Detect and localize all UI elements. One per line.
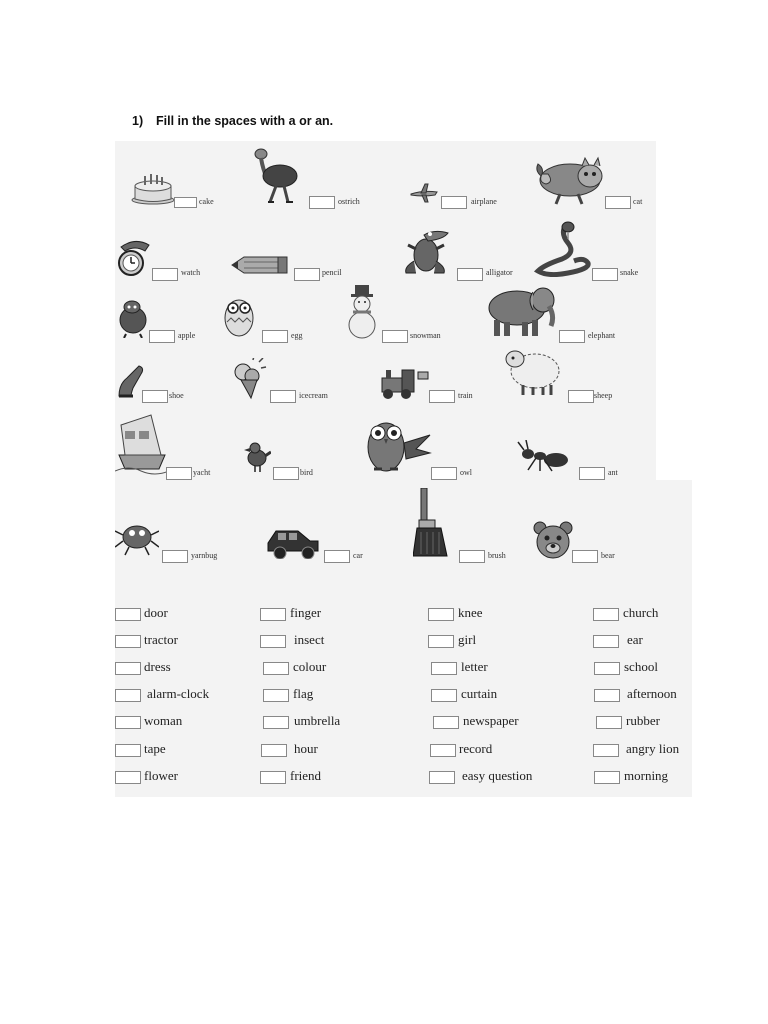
word-label: umbrella [294,713,341,728]
item-label: watch [181,268,201,277]
answer-blank[interactable] [115,662,141,675]
answer-blank[interactable] [559,330,585,343]
answer-blank[interactable] [596,716,622,729]
answer-blank[interactable] [261,744,287,757]
word-label: tractor [144,632,178,647]
sheep-icon [503,345,563,397]
answer-blank[interactable] [593,608,619,621]
item-label: cat [633,197,643,206]
answer-blank[interactable] [115,635,141,648]
word-label: church [623,605,659,620]
airplane-icon [409,182,439,204]
answer-blank[interactable] [152,268,178,281]
answer-blank[interactable] [309,196,335,209]
item-label: yarnbug [191,551,218,560]
word-label: woman [144,713,183,728]
answer-blank[interactable] [260,635,286,648]
answer-blank[interactable] [605,196,631,209]
word-label: angry lion [626,741,680,756]
bear-icon [532,520,574,560]
answer-blank[interactable] [459,550,485,563]
answer-blank[interactable] [592,268,618,281]
answer-blank[interactable] [428,635,454,648]
answer-blank[interactable] [429,390,455,403]
word-label: ear [627,632,643,647]
exercise-number: 1) [132,114,144,128]
word-label: friend [290,768,322,783]
shoe-icon [115,362,145,400]
word-label: girl [458,632,477,647]
item-label: bear [601,551,615,560]
answer-blank[interactable] [382,330,408,343]
item-label: sheep [594,391,613,400]
cake-icon [130,170,176,206]
word-label: flower [144,768,178,783]
yarnbug-icon [115,517,159,557]
answer-blank[interactable] [115,608,141,621]
answer-blank[interactable] [429,771,455,784]
item-label: shoe [169,391,184,400]
egg-icon [221,292,257,338]
item-label: pencil [322,268,342,277]
answer-blank[interactable] [174,197,197,208]
answer-blank[interactable] [270,390,296,403]
item-label: egg [291,331,303,340]
answer-blank[interactable] [273,467,299,480]
answer-blank[interactable] [115,771,141,784]
answer-blank[interactable] [115,716,141,729]
answer-blank[interactable] [142,390,168,403]
word-label: insect [294,632,325,647]
word-label: curtain [461,686,498,701]
watch-icon [115,239,155,277]
word-label: tape [144,741,166,756]
word-label: newspaper [463,713,519,728]
item-label: brush [488,551,506,560]
answer-blank[interactable] [324,550,350,563]
word-label: letter [461,659,488,674]
answer-blank[interactable] [431,467,457,480]
apple-icon [118,298,150,338]
word-label: record [459,741,493,756]
answer-blank[interactable] [260,608,286,621]
snake-icon [530,219,592,277]
word-label: flag [293,686,314,701]
word-label: afternoon [627,686,677,701]
elephant-icon [483,284,557,338]
answer-blank[interactable] [428,608,454,621]
item-label: car [353,551,363,560]
item-label: airplane [471,197,497,206]
item-label: owl [460,468,472,477]
item-label: elephant [588,331,616,340]
item-label: yacht [193,468,211,477]
item-label: snowman [410,331,441,340]
answer-blank[interactable] [441,196,467,209]
exercise-heading [132,114,333,128]
word-label: colour [293,659,327,674]
cat-icon [530,152,606,206]
answer-blank[interactable] [263,716,289,729]
ostrich-icon [250,146,302,206]
answer-blank[interactable] [263,689,289,702]
answer-blank[interactable] [579,467,605,480]
item-label: icecream [299,391,328,400]
icecream-icon [229,358,267,400]
answer-blank[interactable] [115,744,141,757]
owl-icon [364,413,432,475]
answer-blank[interactable] [568,390,594,403]
item-label: cake [199,197,214,206]
answer-blank[interactable] [162,550,188,563]
word-label: school [624,659,658,674]
answer-blank[interactable] [593,635,619,648]
train-icon [378,366,430,402]
ant-icon [516,440,572,474]
word-label: alarm-clock [147,686,210,701]
answer-blank[interactable] [294,268,320,281]
exercise-instruction: Fill in the spaces with a or an. [156,114,334,128]
answer-blank[interactable] [260,771,286,784]
word-label: rubber [626,713,660,728]
bird-icon [241,440,271,474]
item-label: apple [178,331,196,340]
alligator-icon [402,227,452,275]
answer-blank[interactable] [594,662,620,675]
item-label: train [458,391,473,400]
answer-blank[interactable] [166,467,192,480]
answer-blank[interactable] [433,716,459,729]
item-label: ant [608,468,618,477]
answer-blank[interactable] [115,689,141,702]
word-label: knee [458,605,483,620]
brush-icon [413,488,453,560]
yacht-icon [115,411,169,475]
word-label: easy question [462,768,533,783]
answer-blank[interactable] [262,330,288,343]
pencil-icon [230,252,290,278]
answer-blank[interactable] [431,689,457,702]
item-label: snake [620,268,639,277]
answer-blank[interactable] [594,689,620,702]
answer-blank[interactable] [430,744,456,757]
answer-blank[interactable] [263,662,289,675]
item-label: ostrich [338,197,360,206]
answer-blank[interactable] [457,268,483,281]
car-icon [264,521,322,559]
item-label: bird [300,468,313,477]
word-label: finger [290,605,322,620]
answer-blank[interactable] [149,330,175,343]
snowman-icon [345,285,379,339]
answer-blank[interactable] [431,662,457,675]
word-label: hour [294,741,318,756]
answer-blank[interactable] [572,550,598,563]
item-label: alligator [486,268,513,277]
word-label: morning [624,768,669,783]
word-label: dress [144,659,171,674]
answer-blank[interactable] [594,771,620,784]
word-label: door [144,605,168,620]
answer-blank[interactable] [593,744,619,757]
